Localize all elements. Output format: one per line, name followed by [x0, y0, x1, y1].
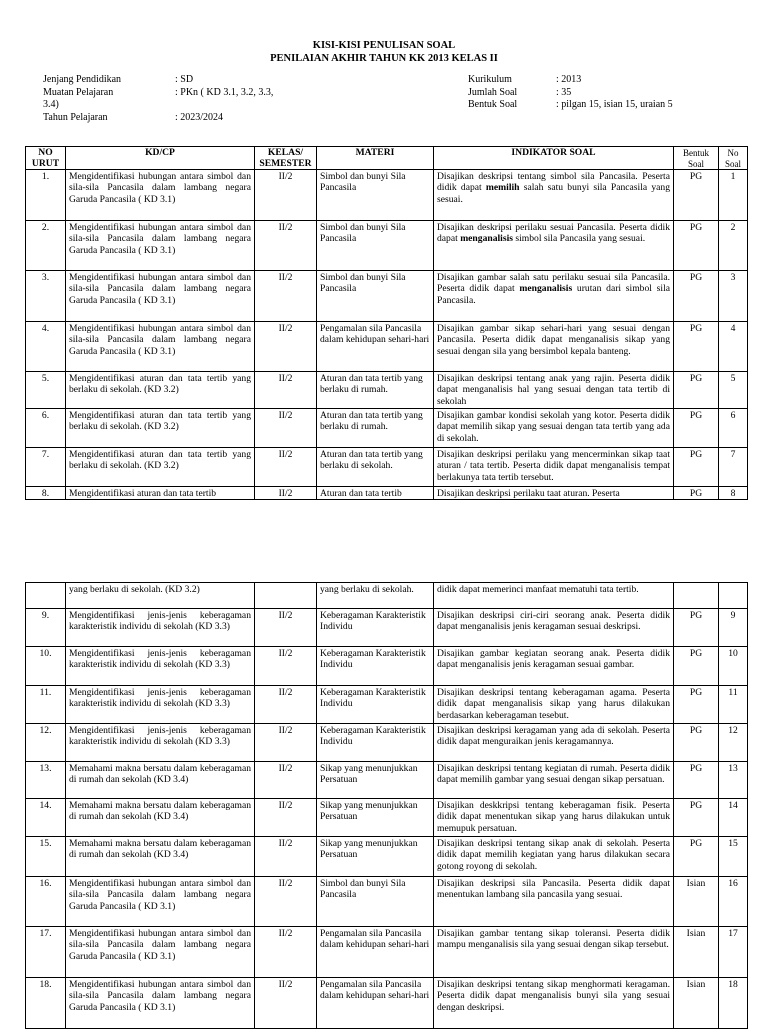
indikator-cell — [434, 487, 674, 500]
indikator-text: Disajikan deskripsi tentang anak yang rajin. Peserta didik dapat menganalisis hal yang sesuai dengan tata tertib di sekolah — [437, 373, 670, 407]
kisi-table-page-1 — [25, 146, 748, 500]
kd-cell: Mengidentifikasi hubungan antara simbol dan sila-sila Pancasila dalam lambang negara Garuda Pancasila ( KD 3.1) — [66, 978, 255, 1029]
table-row — [26, 271, 748, 322]
kd-cell: Memahami makna bersatu dalam keberagaman di rumah dan sekolah (KD 3.4) — [66, 799, 255, 837]
materi-cell: Simbol dan bunyi Sila Pancasila — [317, 877, 434, 927]
row-number: 4. — [26, 322, 66, 372]
kisi-table-page-2 — [25, 582, 748, 1029]
col-header-materi: MATERI — [317, 147, 434, 170]
meta-value: : SD — [175, 74, 194, 85]
kelas-cell: II/2 — [255, 170, 317, 221]
indikator-cell — [434, 170, 674, 221]
nosoal-cell: 14 — [719, 799, 748, 837]
kd-cell: Mengidentifikasi aturan dan tata tertib yang berlaku di sekolah. (KD 3.2) — [66, 372, 255, 409]
kelas-cell: II/2 — [255, 927, 317, 978]
bentuk-cell: PG — [674, 221, 719, 271]
table-row — [26, 609, 748, 647]
kd-cell: Memahami makna bersatu dalam keberagaman di rumah dan sekolah (KD 3.4) — [66, 837, 255, 877]
table-row — [26, 978, 748, 1029]
kelas-cell: II/2 — [255, 372, 317, 409]
indikator-cell — [434, 799, 674, 837]
bentuk-cell: Isian — [674, 877, 719, 927]
row-number: 16. — [26, 877, 66, 927]
bentuk-cell: Isian — [674, 978, 719, 1029]
indikator-text: Disajikan deskripsi keragaman yang ada di sekolah. Peserta didik dapat menguraikan jenis keragamannya. — [437, 725, 670, 748]
nosoal-cell: 8 — [719, 487, 748, 500]
kelas-cell: II/2 — [255, 322, 317, 372]
table-row — [26, 409, 748, 448]
indikator-cell — [434, 372, 674, 409]
row-number: 3. — [26, 271, 66, 322]
bentuk-cell: PG — [674, 647, 719, 686]
meta-label: Jumlah Soal — [468, 86, 518, 98]
indikator-text: Disajikan deskripsi ciri-ciri seorang anak. Peserta didik dapat menganalisis jenis keragaman sesuai deskripsi. — [437, 610, 670, 633]
document-page-2 — [0, 578, 768, 1024]
row-number — [26, 583, 66, 609]
indikator-text: Disajikan gambar sikap sehari-hari yang sesuai dengan Pancasila. Peserta didik dapat menganalisis sikap yang sesuai dengan sila yang bersimbol kepala banteng. — [437, 323, 670, 357]
col-header-kd: KD/CP — [66, 147, 255, 170]
table-row — [26, 647, 748, 686]
indikator-keyword: memilih — [485, 182, 520, 194]
nosoal-cell: 6 — [719, 409, 748, 448]
document-subtitle: PENILAIAN AKHIR TAHUN KK 2013 KELAS II — [270, 53, 498, 64]
kd-cell: Mengidentifikasi hubungan antara simbol dan sila-sila Pancasila dalam lambang negara Garuda Pancasila ( KD 3.1) — [66, 221, 255, 271]
row-number: 6. — [26, 409, 66, 448]
indikator-text: Disajikan gambar kegiatan seorang anak. Peserta didik dapat menganalisis jenis keragaman sesuai gambar. — [437, 648, 670, 671]
table-row — [26, 448, 748, 487]
table-row — [26, 221, 748, 271]
indikator-text: Disajikan deskkripsi tentang keberagaman fisik. Peserta didik dapat menentukan sikap yang harus dilakukan untuk memupuk persatuan. — [437, 800, 670, 834]
nosoal-cell: 15 — [719, 837, 748, 877]
nosoal-cell: 7 — [719, 448, 748, 487]
kelas-cell: II/2 — [255, 271, 317, 322]
table-row — [26, 877, 748, 927]
row-number: 11. — [26, 686, 66, 724]
col-header-bentuk: Bentuk Soal — [674, 147, 719, 170]
materi-cell: yang berlaku di sekolah. — [317, 583, 434, 609]
materi-cell: Aturan dan tata tertib yang berlaku di rumah. — [317, 372, 434, 409]
meta-label: Muatan Pelajaran — [43, 86, 114, 98]
nosoal-cell: 3 — [719, 271, 748, 322]
table-row — [26, 686, 748, 724]
meta-value: : 2013 — [556, 74, 582, 85]
row-number: 18. — [26, 978, 66, 1029]
kelas-cell: II/2 — [255, 221, 317, 271]
bentuk-cell: PG — [674, 686, 719, 724]
materi-cell: Sikap yang menunjukkan Persatuan — [317, 837, 434, 877]
kd-cell: Mengidentifikasi jenis-jenis keberagaman karakteristik individu di sekolah (KD 3.3) — [66, 609, 255, 647]
meta-label: Kurikulum — [468, 74, 512, 85]
indikator-text: Disajikan gambar salah satu perilaku sesuai sila Pancasila. Peserta didik dapat — [437, 272, 670, 295]
materi-cell: Aturan dan tata tertib yang berlaku di rumah. — [317, 409, 434, 448]
kd-cell: Mengidentifikasi aturan dan tata tertib — [66, 487, 255, 500]
meta-value: : PKn ( KD 3.1, 3.2, 3.3, — [175, 86, 274, 98]
kd-cell: Mengidentifikasi aturan dan tata tertib yang berlaku di sekolah. (KD 3.2) — [66, 448, 255, 487]
col-header-kelas: KELAS/ SEMESTER — [255, 147, 317, 170]
meta-label: 3.4) — [43, 99, 59, 110]
indikator-text: Disajikan deskripsi tentang simbol sila Pancasila. Peserta didik dapat — [437, 171, 670, 194]
indikator-cell — [434, 271, 674, 322]
table-row — [26, 799, 748, 837]
bentuk-cell: PG — [674, 322, 719, 372]
bentuk-cell: PG — [674, 271, 719, 322]
materi-cell: Keberagaman Karakteristik Individu — [317, 609, 434, 647]
materi-cell: Simbol dan bunyi Sila Pancasila — [317, 271, 434, 322]
table-row — [26, 724, 748, 762]
kelas-cell: II/2 — [255, 686, 317, 724]
materi-cell: Sikap yang menunjukkan Persatuan — [317, 799, 434, 837]
kelas-cell: II/2 — [255, 448, 317, 487]
row-number: 5. — [26, 372, 66, 409]
bentuk-cell: PG — [674, 409, 719, 448]
materi-cell: Keberagaman Karakteristik Individu — [317, 724, 434, 762]
meta-label: Bentuk Soal — [468, 99, 518, 110]
indikator-cell — [434, 978, 674, 1029]
indikator-cell — [434, 762, 674, 799]
meta-left — [43, 74, 343, 126]
indikator-text: didik dapat memerinci manfaat mematuhi tata tertib. — [437, 584, 639, 595]
indikator-text: Disajikan deskripsi sila Pancasila. Peserta didik dapat menentukan lambang sila pancasila yang sesuai. — [437, 878, 670, 901]
indikator-cell — [434, 647, 674, 686]
materi-cell: Keberagaman Karakteristik Individu — [317, 686, 434, 724]
kelas-cell: II/2 — [255, 724, 317, 762]
kd-cell: Mengidentifikasi jenis-jenis keberagaman karakteristik individu di sekolah (KD 3.3) — [66, 647, 255, 686]
indikator-text: salah satu bunyi sila Pancasila yang sesuai. — [437, 182, 670, 205]
nosoal-cell: 10 — [719, 647, 748, 686]
indikator-text: Disajikan deskripsi tentang kegiatan di rumah. Peserta didik dapat memilih gambar yang sesuai dengan sikap persatuan. — [437, 763, 670, 786]
indikator-text: Disajikan deskripsi perilaku yang mencerminkan sikap taat aturan / tata tertib. Peserta didik dapat menganalisis tempat berlakunya tata tertib tersebut. — [437, 449, 670, 483]
bentuk-cell: PG — [674, 170, 719, 221]
row-number: 7. — [26, 448, 66, 487]
kelas-cell: II/2 — [255, 877, 317, 927]
indikator-cell — [434, 583, 674, 609]
materi-cell: Simbol dan bunyi Sila Pancasila — [317, 170, 434, 221]
indikator-cell — [434, 724, 674, 762]
table-row — [26, 583, 748, 609]
table-row — [26, 372, 748, 409]
kd-cell: Mengidentifikasi hubungan antara simbol dan sila-sila Pancasila dalam lambang negara Garuda Pancasila ( KD 3.1) — [66, 322, 255, 372]
document-title: KISI-KISI PENULISAN SOAL — [312, 40, 456, 51]
materi-cell: Pengamalan sila Pancasila dalam kehidupan sehari-hari — [317, 927, 434, 978]
kd-cell: Mengidentifikasi hubungan antara simbol dan sila-sila Pancasila dalam lambang negara Garuda Pancasila ( KD 3.1) — [66, 170, 255, 221]
kd-cell: Mengidentifikasi aturan dan tata tertib yang berlaku di sekolah. (KD 3.2) — [66, 409, 255, 448]
meta-right — [468, 74, 748, 114]
indikator-cell — [434, 322, 674, 372]
table-body — [26, 583, 748, 1029]
materi-cell: Sikap yang menunjukkan Persatuan — [317, 762, 434, 799]
row-number: 1. — [26, 170, 66, 221]
kelas-cell: II/2 — [255, 837, 317, 877]
table-row — [26, 762, 748, 799]
indikator-keyword: menganalisis — [519, 283, 573, 295]
materi-cell: Pengamalan sila Pancasila dalam kehidupan sehari-hari — [317, 978, 434, 1029]
indikator-cell — [434, 409, 674, 448]
nosoal-cell: 17 — [719, 927, 748, 978]
indikator-cell — [434, 927, 674, 978]
indikator-cell — [434, 448, 674, 487]
indikator-cell — [434, 686, 674, 724]
indikator-text: Disajikan gambar tentang sikap toleransi. Peserta didik mampu menganalisis sila yang sesuai dengan sikap tersebut. — [437, 928, 670, 951]
kelas-cell — [255, 583, 317, 609]
bentuk-cell: PG — [674, 762, 719, 799]
materi-cell: Pengamalan sila Pancasila dalam kehidupan sehari-hari — [317, 322, 434, 372]
kd-cell: Mengidentifikasi hubungan antara simbol dan sila-sila Pancasila dalam lambang negara Garuda Pancasila ( KD 3.1) — [66, 877, 255, 927]
bentuk-cell: PG — [674, 448, 719, 487]
kelas-cell: II/2 — [255, 409, 317, 448]
kelas-cell: II/2 — [255, 647, 317, 686]
row-number: 10. — [26, 647, 66, 686]
kd-cell: Mengidentifikasi hubungan antara simbol dan sila-sila Pancasila dalam lambang negara Garuda Pancasila ( KD 3.1) — [66, 927, 255, 978]
materi-cell: Keberagaman Karakteristik Individu — [317, 647, 434, 686]
bentuk-cell: PG — [674, 724, 719, 762]
table-row — [26, 170, 748, 221]
indikator-cell — [434, 609, 674, 647]
table-row — [26, 927, 748, 978]
nosoal-cell: 1 — [719, 170, 748, 221]
bentuk-cell: PG — [674, 609, 719, 647]
bentuk-cell: PG — [674, 372, 719, 409]
nosoal-cell: 9 — [719, 609, 748, 647]
indikator-text: Disajikan gambar kondisi sekolah yang kotor. Peserta didik dapat memilih sikap yang sesuai dengan tata tertib yang ada di sekolah. — [437, 410, 670, 444]
col-header-no: NO URUT — [26, 147, 66, 170]
indikator-cell — [434, 877, 674, 927]
indikator-text: Disajikan deskripsi tentang keberagaman agama. Peserta didik dapat menganalisis sikap yang harus dilakukan berdasarkan keberagaman tesebut. — [437, 687, 670, 721]
page-gap — [0, 520, 768, 578]
indikator-text: Disajikan deskripsi perilaku sesuai Pancasila. Peserta didik dapat — [437, 222, 670, 245]
table-row — [26, 487, 748, 500]
nosoal-cell: 5 — [719, 372, 748, 409]
kd-cell: Mengidentifikasi jenis-jenis keberagaman karakteristik individu di sekolah (KD 3.3) — [66, 724, 255, 762]
meta-value: : 35 — [556, 86, 572, 98]
kd-cell: Mengidentifikasi hubungan antara simbol dan sila-sila Pancasila dalam lambang negara Garuda Pancasila ( KD 3.1) — [66, 271, 255, 322]
nosoal-cell: 18 — [719, 978, 748, 1029]
table-row — [26, 322, 748, 372]
row-number: 9. — [26, 609, 66, 647]
materi-cell: Simbol dan bunyi Sila Pancasila — [317, 221, 434, 271]
table-body — [26, 170, 748, 500]
indikator-cell — [434, 221, 674, 271]
materi-cell: Aturan dan tata tertib — [317, 487, 434, 500]
indikator-text: Disajikan deskripsi tentang sikap menghormati keragaman. Peserta didik dapat menganalisis bunyi sila yang sesuai dengan deskripsi. — [437, 979, 670, 1013]
meta-label: Jenjang Pendidikan — [43, 74, 122, 85]
kelas-cell: II/2 — [255, 487, 317, 500]
col-header-indikator: INDIKATOR SOAL — [434, 147, 674, 170]
meta-value: : 2023/2024 — [175, 112, 224, 123]
row-number: 12. — [26, 724, 66, 762]
indikator-text: Disajikan deskripsi perilaku taat aturan. Peserta — [437, 488, 620, 499]
nosoal-cell: 16 — [719, 877, 748, 927]
nosoal-cell: 13 — [719, 762, 748, 799]
indikator-text: urutan dari simbol sila Pancasila. — [437, 283, 670, 306]
bentuk-cell: Isian — [674, 927, 719, 978]
row-number: 17. — [26, 927, 66, 978]
kd-cell: Mengidentifikasi jenis-jenis keberagaman karakteristik individu di sekolah (KD 3.3) — [66, 686, 255, 724]
kd-cell: Memahami makna bersatu dalam keberagaman di rumah dan sekolah (KD 3.4) — [66, 762, 255, 799]
indikator-cell — [434, 837, 674, 877]
row-number: 15. — [26, 837, 66, 877]
bentuk-cell — [674, 583, 719, 609]
col-header-nosoal: No Soal — [719, 147, 748, 170]
kd-cell: yang berlaku di sekolah. (KD 3.2) — [66, 583, 255, 609]
indikator-text: Disajikan deskripsi tentang sikap anak di sekolah. Peserta didik dapat memilih kegiatan yang harus dilakukan secara gotong royong di sekolah. — [437, 838, 670, 872]
row-number: 13. — [26, 762, 66, 799]
bentuk-cell: PG — [674, 837, 719, 877]
table-row — [26, 837, 748, 877]
indikator-text: simbol sila Pancasila yang sesuai. — [512, 233, 646, 245]
indikator-keyword: menganalisis — [460, 233, 513, 245]
meta-label: Tahun Pelajaran — [43, 112, 108, 123]
materi-cell: Aturan dan tata tertib yang berlaku di sekolah. — [317, 448, 434, 487]
kelas-cell: II/2 — [255, 799, 317, 837]
bentuk-cell: PG — [674, 799, 719, 837]
nosoal-cell: 11 — [719, 686, 748, 724]
row-number: 8. — [26, 487, 66, 500]
nosoal-cell: 12 — [719, 724, 748, 762]
bentuk-cell: PG — [674, 487, 719, 500]
row-number: 14. — [26, 799, 66, 837]
kelas-cell: II/2 — [255, 609, 317, 647]
nosoal-cell: 4 — [719, 322, 748, 372]
kelas-cell: II/2 — [255, 762, 317, 799]
nosoal-cell: 2 — [719, 221, 748, 271]
row-number: 2. — [26, 221, 66, 271]
nosoal-cell — [719, 583, 748, 609]
meta-value: : pilgan 15, isian 15, uraian 5 — [556, 99, 673, 110]
kelas-cell: II/2 — [255, 978, 317, 1029]
